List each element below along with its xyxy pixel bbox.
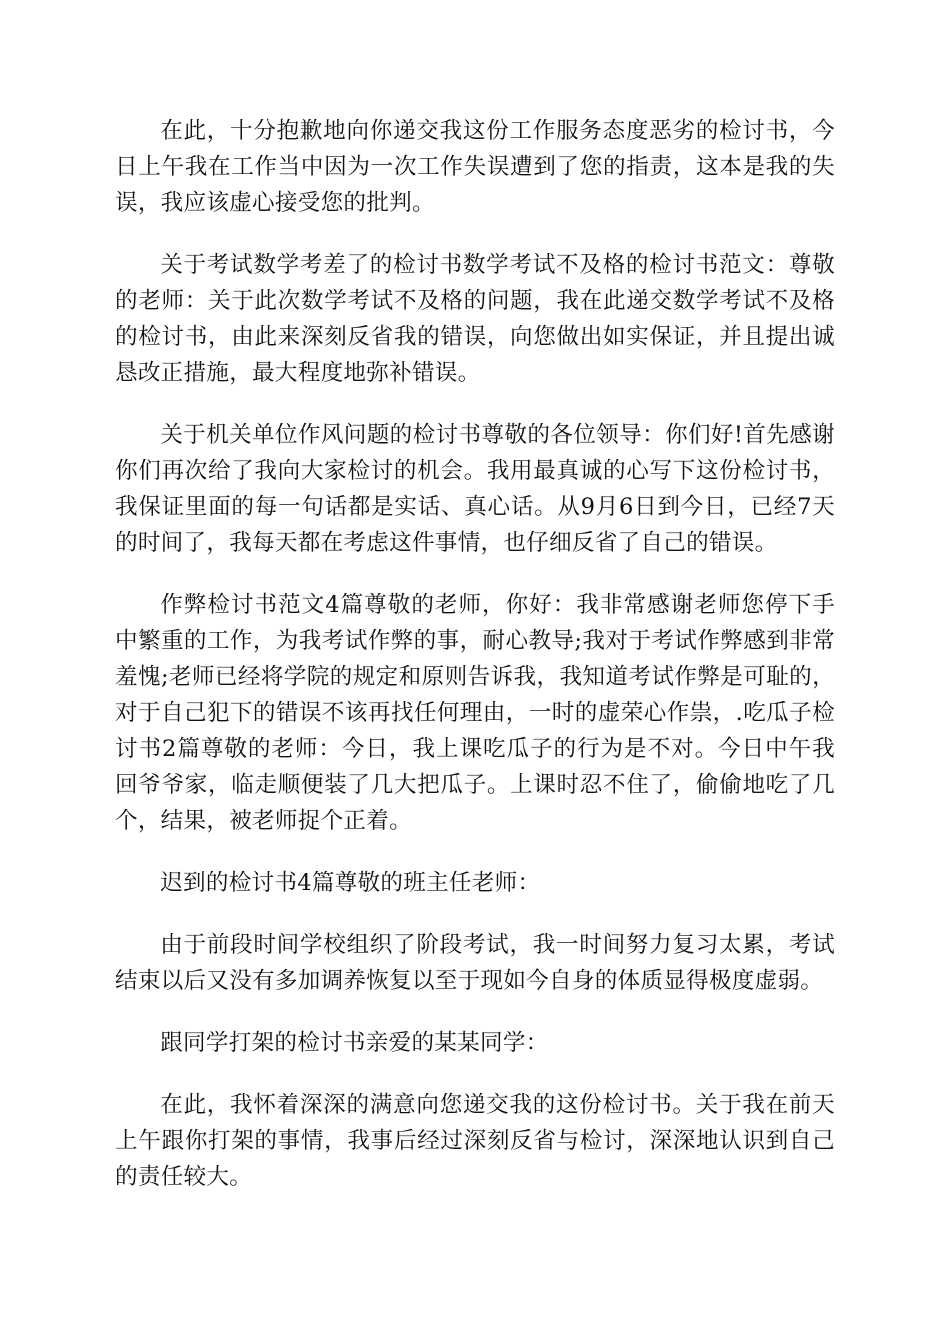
paragraph: 关于机关单位作风问题的检讨书尊敬的各位领导：你们好!首先感谢你们再次给了我向大家检讨的机会。我用最真诚的心写下这份检讨书，我保证里面的每一句话都是实话、真心话。从9月6日到今日，已经7天的时间了，我每天都在考虑这件事情，也仔细反省了自己的错误。	[115, 422, 835, 556]
document-body	[115, 113, 835, 1221]
paragraph: 作弊检讨书范文4篇尊敬的老师，你好：我非常感谢老师您停下手中繁重的工作，为我考试作弊的事，耐心教导;我对于考试作弊感到非常羞愧;老师已经将学院的规定和原则告诉我，我知道考试作弊是可耻的，对于自己犯下的错误不该再找任何理由，一时的虚荣心作祟，.吃瓜子检讨书2篇尊敬的老师：今日，我上课吃瓜子的行为是不对。今日中午我回爷爷家，临走顺便装了几大把瓜子。上课时忍不住了，偷偷地吃了几个，结果，被老师捉个正着。	[115, 592, 835, 834]
paragraph: 迟到的检讨书4篇尊敬的班主任老师：	[160, 870, 541, 896]
paragraph: 在此，十分抱歉地向你递交我这份工作服务态度恶劣的检讨书，今日上午我在工作当中因为一次工作失误遭到了您的指责，这本是我的失误，我应该虚心接受您的批判。	[115, 118, 835, 216]
paragraph: 关于考试数学考差了的检讨书数学考试不及格的检讨书范文：尊敬的老师：关于此次数学考试不及格的问题，我在此递交数学考试不及格的检讨书，由此来深刻反省我的错误，向您做出如实保证，并且提出诚恳改正措施，最大程度地弥补错误。	[115, 252, 835, 386]
paragraph: 在此，我怀着深深的满意向您递交我的这份检讨书。关于我在前天上午跟你打架的事情，我事后经过深刻反省与检讨，深深地认识到自己的责任较大。	[115, 1092, 835, 1190]
paragraph: 跟同学打架的检讨书亲爱的某某同学：	[160, 1030, 549, 1056]
paragraph: 由于前段时间学校组织了阶段考试，我一时间努力复习太累，考试结束以后又没有多加调养恢复以至于现如今自身的体质显得极度虚弱。	[115, 932, 835, 994]
